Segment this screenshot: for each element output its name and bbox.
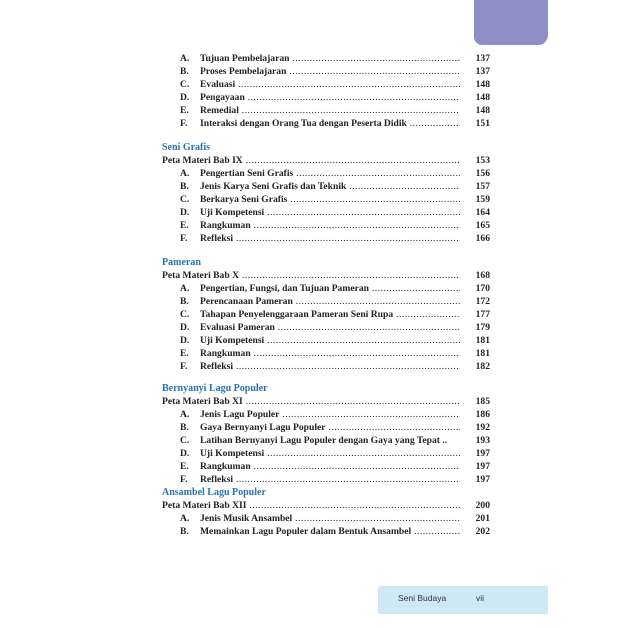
- section-heading: Seni Grafis: [162, 142, 211, 153]
- toc-entry[interactable]: E. Remedial ..... 148: [0, 104, 640, 117]
- toc-entry[interactable]: B. Proses Pembelajaran ..... 137: [0, 65, 640, 78]
- toc-entry[interactable]: C. Latihan Bernyanyi Lagu Populer dengan Gaya yang Tepat .. 193: [180, 435, 490, 446]
- toc-entry[interactable]: A. Pengertian, Fungsi, dan Tujuan Pameran ..... 170: [0, 282, 640, 295]
- footer-page-number: vii: [476, 593, 485, 603]
- section-heading: Ansambel Lagu Populer: [162, 487, 266, 498]
- toc-entry[interactable]: C. Evaluasi ..... 148: [0, 78, 640, 91]
- toc-entry[interactable]: D. Evaluasi Pameran ..... 179: [0, 321, 640, 334]
- toc-peta-entry[interactable]: Peta Materi Bab XII ..... 200: [0, 499, 640, 512]
- toc-entry[interactable]: D. Uji Kompetensi ..... 164: [0, 206, 640, 219]
- section-heading: Bernyanyi Lagu Populer: [162, 383, 268, 394]
- toc-entry[interactable]: C. Berkarya Seni Grafis ..... 159: [0, 193, 640, 206]
- toc-entry[interactable]: A. Tujuan Pembelajaran ..... 137: [0, 52, 640, 65]
- toc-entry[interactable]: C. Tahapan Penyelenggaraan Pameran Seni Rupa ..... 177: [0, 308, 640, 321]
- toc-entry[interactable]: A. Jenis Lagu Populer ..... 186: [0, 408, 640, 421]
- toc-entry[interactable]: D. Uji Kompetensi ..... 181: [0, 334, 640, 347]
- toc-peta-entry[interactable]: Peta Materi Bab IX ..... 153: [0, 154, 640, 167]
- toc-peta-entry[interactable]: Peta Materi Bab X ..... 168: [0, 269, 640, 282]
- toc-entry[interactable]: E. Rangkuman ..... 181: [0, 347, 640, 360]
- toc-entry[interactable]: F. Interaksi dengan Orang Tua dengan Peserta Didik ..... 151: [0, 117, 640, 130]
- toc-entry[interactable]: E. Rangkuman ..... 197: [0, 460, 640, 473]
- toc-entry[interactable]: A. Jenis Musik Ansambel ..... 201: [0, 512, 640, 525]
- toc-entry[interactable]: B. Memainkan Lagu Populer dalam Bentuk Ansambel ..... 202: [0, 525, 640, 538]
- toc-entry[interactable]: D. Uji Kompetensi ..... 197: [0, 447, 640, 460]
- toc-entry[interactable]: F. Refleksi ..... 182: [0, 360, 640, 373]
- toc-entry[interactable]: A. Pengertian Seni Grafis ..... 156: [0, 167, 640, 180]
- toc-peta-entry[interactable]: Peta Materi Bab XI ..... 185: [0, 395, 640, 408]
- section-heading: Pameran: [162, 257, 201, 268]
- toc-entry[interactable]: D. Pengayaan ..... 148: [0, 91, 640, 104]
- toc-entry[interactable]: B. Perencanaan Pameran ..... 172: [0, 295, 640, 308]
- toc-entry[interactable]: F. Refleksi ..... 166: [0, 232, 640, 245]
- toc-entry[interactable]: E. Rangkuman ..... 165: [0, 219, 640, 232]
- footer-book-title: Seni Budaya: [398, 593, 447, 603]
- toc-entry[interactable]: B. Jenis Karya Seni Grafis dan Teknik ..... 157: [0, 180, 640, 193]
- toc-entry[interactable]: B. Gaya Bernyanyi Lagu Populer ..... 192: [0, 421, 640, 434]
- toc-entry[interactable]: F. Refleksi ..... 197: [0, 473, 640, 486]
